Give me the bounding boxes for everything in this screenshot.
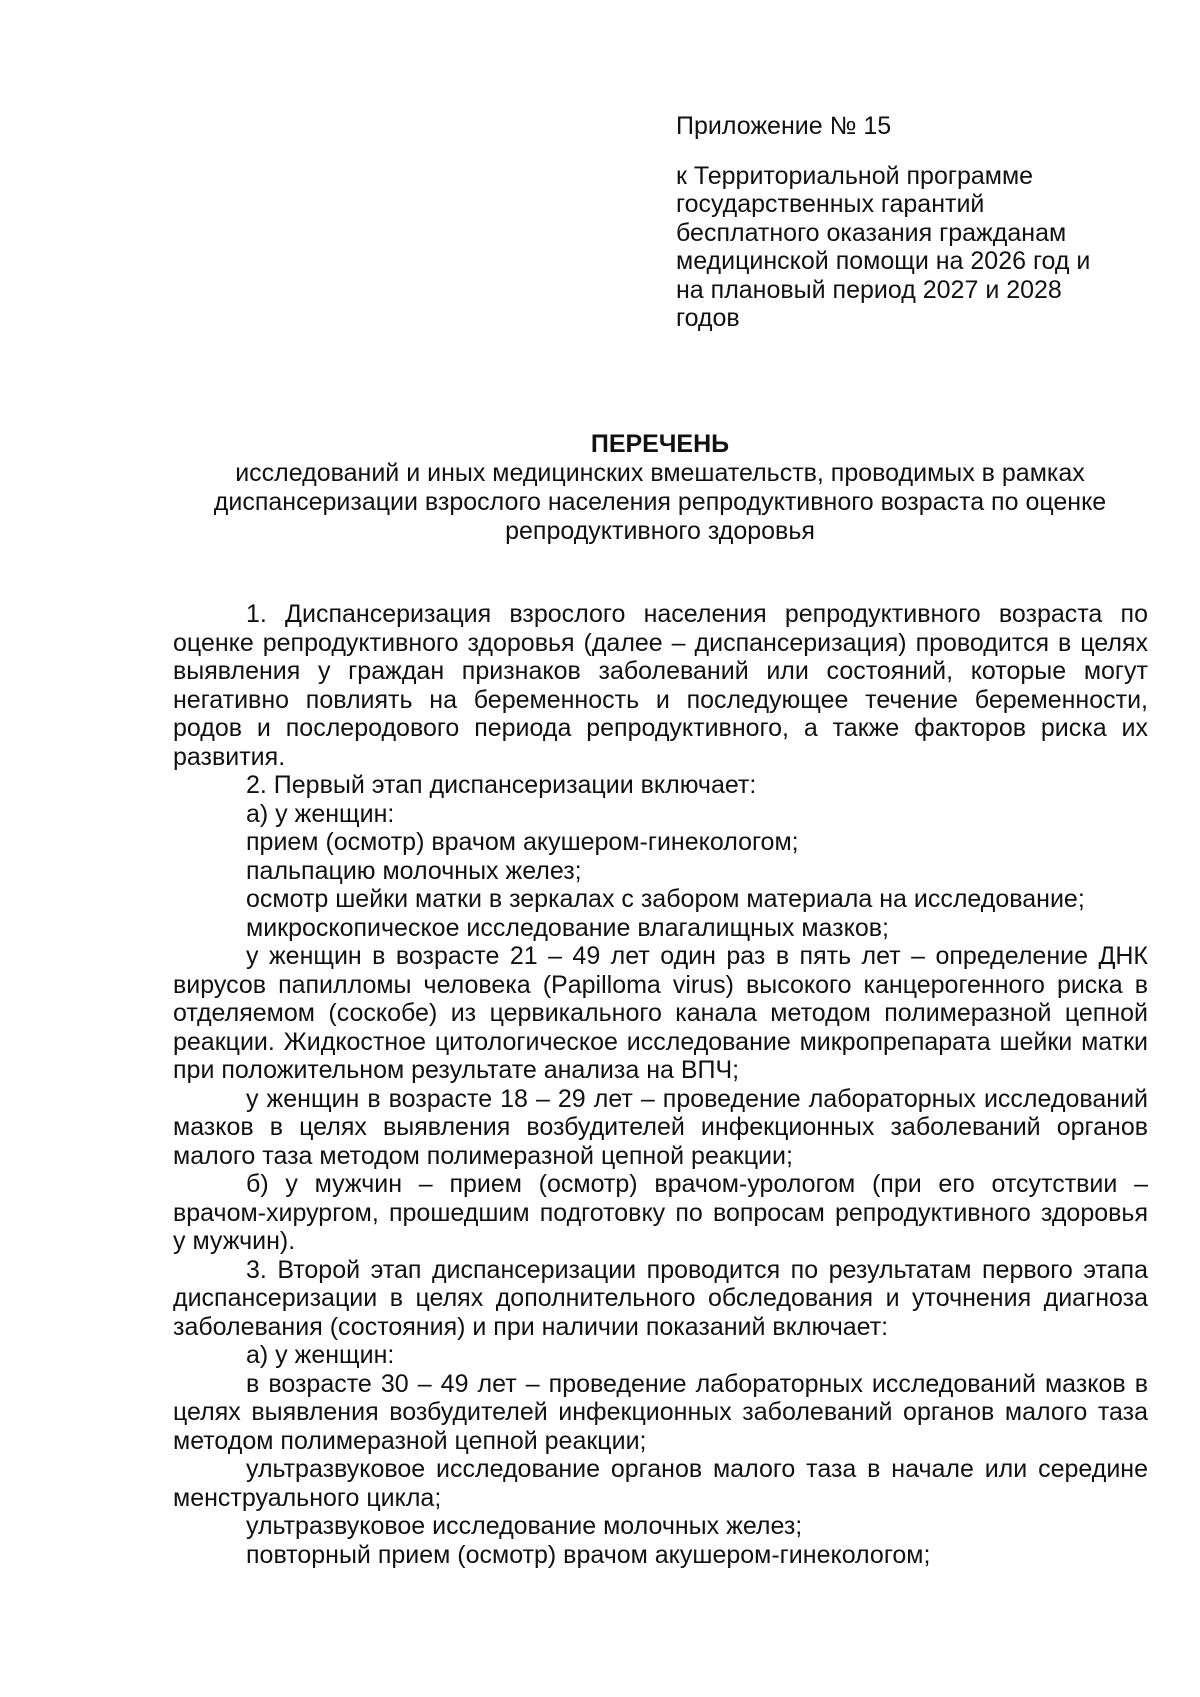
paragraph: осмотр шейки матки в зеркалах с забором материала на исследование; <box>246 885 1085 913</box>
document-title: ПЕРЕЧЕНЬ <box>590 430 730 458</box>
attachment-line: медицинской помощи на 2026 год и <box>676 247 1091 275</box>
paragraph: у женщин в возрасте 21 – 49 лет один раз в пять лет – определение ДНК вирусов папилломы человека (Papilloma virus) высокого канцерогенного риска в отделяемом (соскобе) из цервикального канала методом полимеразной цепной реакции. Жидкостное цитологическое исследование микропрепарата шейки матки при положительном результате анализа на ВПЧ; <box>173 942 1148 1084</box>
attachment-line: бесплатного оказания гражданам <box>676 218 1067 247</box>
paragraph: 3. Второй этап диспансеризации проводится по результатам первого этапа диспансеризации в целях дополнительного обследования и уточнения диагноза заболевания (состояния) и при наличии показаний включает: <box>173 1255 1148 1341</box>
paragraph: пальпацию молочных желез; <box>246 856 582 885</box>
paragraph: у женщин в возрасте 18 – 29 лет – проведение лабораторных исследований мазков в целях выявления возбудителей инфекционных заболеваний органов малого таза методом полимеразной цепной реакции; <box>173 1084 1148 1170</box>
paragraph: микроскопическое исследование влагалищных мазков; <box>246 913 889 942</box>
paragraph: ультразвуковое исследование молочных желез; <box>246 1512 803 1540</box>
paragraph: а) у женщин: <box>246 1341 395 1369</box>
paragraph: б) у мужчин – прием (осмотр) врачом-урологом (при его отсутствии – врачом-хирургом, прошедшим подготовку по вопросам репродуктивного здоровья у мужчин). <box>173 1170 1148 1255</box>
paragraph: а) у женщин: <box>246 799 395 828</box>
attachment-line: годов <box>676 304 740 332</box>
attachment-title: Приложение № 15 <box>676 112 892 140</box>
paragraph: повторный прием (осмотр) врачом акушером-гинекологом; <box>246 1540 931 1569</box>
document-body <box>173 600 1148 1569</box>
attachment-line: на плановый период 2027 и 2028 <box>676 275 1062 304</box>
document-subtitle-line: исследований и иных медицинских вмешательств, проводимых в рамках <box>235 459 1085 487</box>
attachment-description <box>676 162 1136 333</box>
attachment-block <box>676 112 1136 333</box>
paragraph: прием (осмотр) врачом акушером-гинекологом; <box>246 828 799 856</box>
paragraph: в возрасте 30 – 49 лет – проведение лабораторных исследований мазков в целях выявления возбудителей инфекционных заболеваний органов малого таза методом полимеразной цепной реакции; <box>173 1369 1148 1455</box>
paragraph: 2. Первый этап диспансеризации включает: <box>246 771 757 799</box>
document-subtitle-line: репродуктивного здоровья <box>505 517 815 545</box>
document-heading <box>170 430 1150 546</box>
attachment-line: государственных гарантий <box>676 190 985 218</box>
paragraph: ультразвуковое исследование органов малого таза в начале или середине менструального цикла; <box>173 1455 1148 1512</box>
attachment-line: к Территориальной программе <box>676 161 1034 190</box>
paragraph: 1. Диспансеризация взрослого населения репродуктивного возраста по оценке репродуктивного здоровья (далее – диспансеризация) проводится в целях выявления у граждан признаков заболеваний или состояний, которые могут негативно повлиять на беременность и последующее течение беременности, родов и послеродового периода репродуктивного, а также факторов риска их развития. <box>173 600 1148 771</box>
document-subtitle-line: диспансеризации взрослого населения репродуктивного возраста по оценке <box>213 488 1107 516</box>
